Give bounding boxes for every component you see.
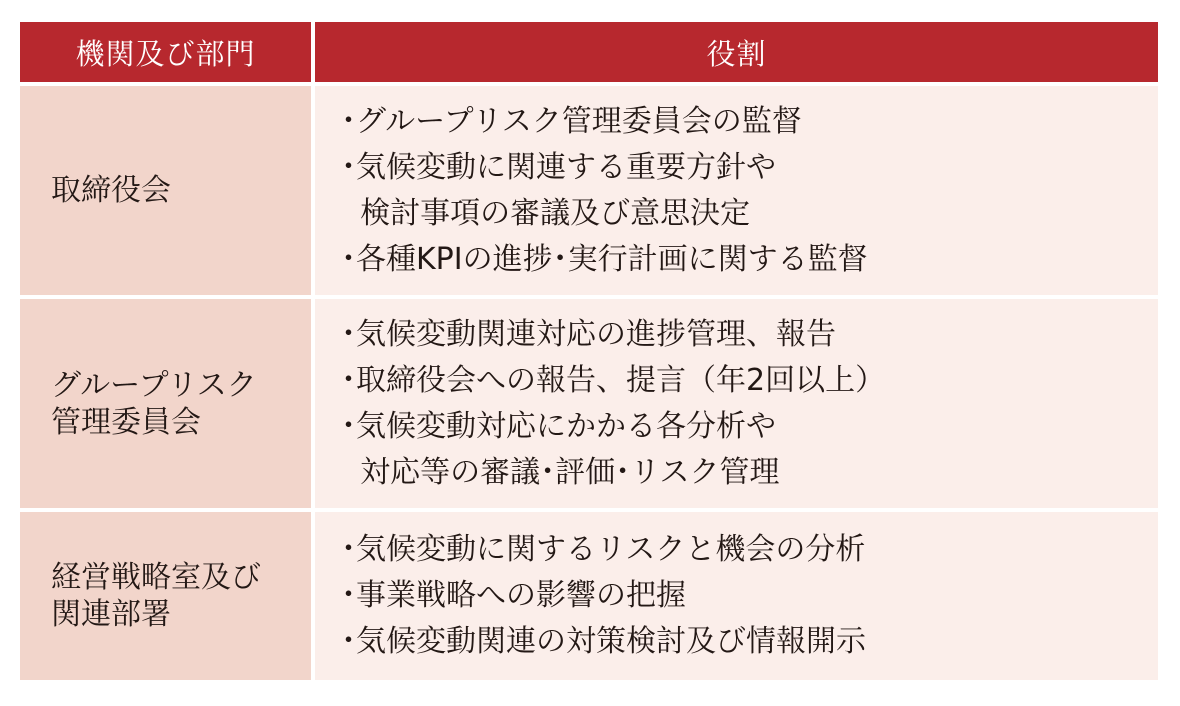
row-label-board [20,86,311,295]
role-item: ･事業戦略への影響の把握 [341,578,686,613]
role-item: ･取締役会への報告、提言（年2回以上） [341,362,886,398]
row-label-line: 関連部署 [51,597,171,632]
role-item: 検討事項の審議及び意思決定 [341,195,751,231]
row-roles-group-risk-committee [315,299,1158,508]
role-item: ･気候変動に関連する重要方針や [341,149,776,185]
role-item: ･気候変動に関するリスクと機会の分析 [341,532,866,567]
roles-table [20,22,1158,680]
row-label-line: グループリスク [51,367,257,403]
row-label-group-risk-committee [20,299,311,508]
row-roles-strategy-office [315,512,1158,680]
role-item: ･グループリスク管理委員会の監督 [341,103,802,139]
header-department: 機関及び部門 [20,22,311,82]
role-item: ･気候変動対応にかかる各分析や [341,408,776,444]
role-item: ･気候変動関連対応の進捗管理、報告 [341,316,836,352]
header-role: 役割 [315,22,1158,82]
row-label-line: 取締役会 [51,173,171,208]
row-label-line: 経営戦略室及び [51,560,261,595]
role-item: 対応等の審議･評価･リスク管理 [341,454,780,490]
row-roles-board [315,86,1158,295]
role-item: ･気候変動関連の対策検討及び情報開示 [341,624,866,659]
row-label-line: 管理委員会 [51,404,201,440]
row-label-strategy-office [20,512,311,680]
role-item: ･各種KPIの進捗･実行計画に関する監督 [341,241,868,277]
